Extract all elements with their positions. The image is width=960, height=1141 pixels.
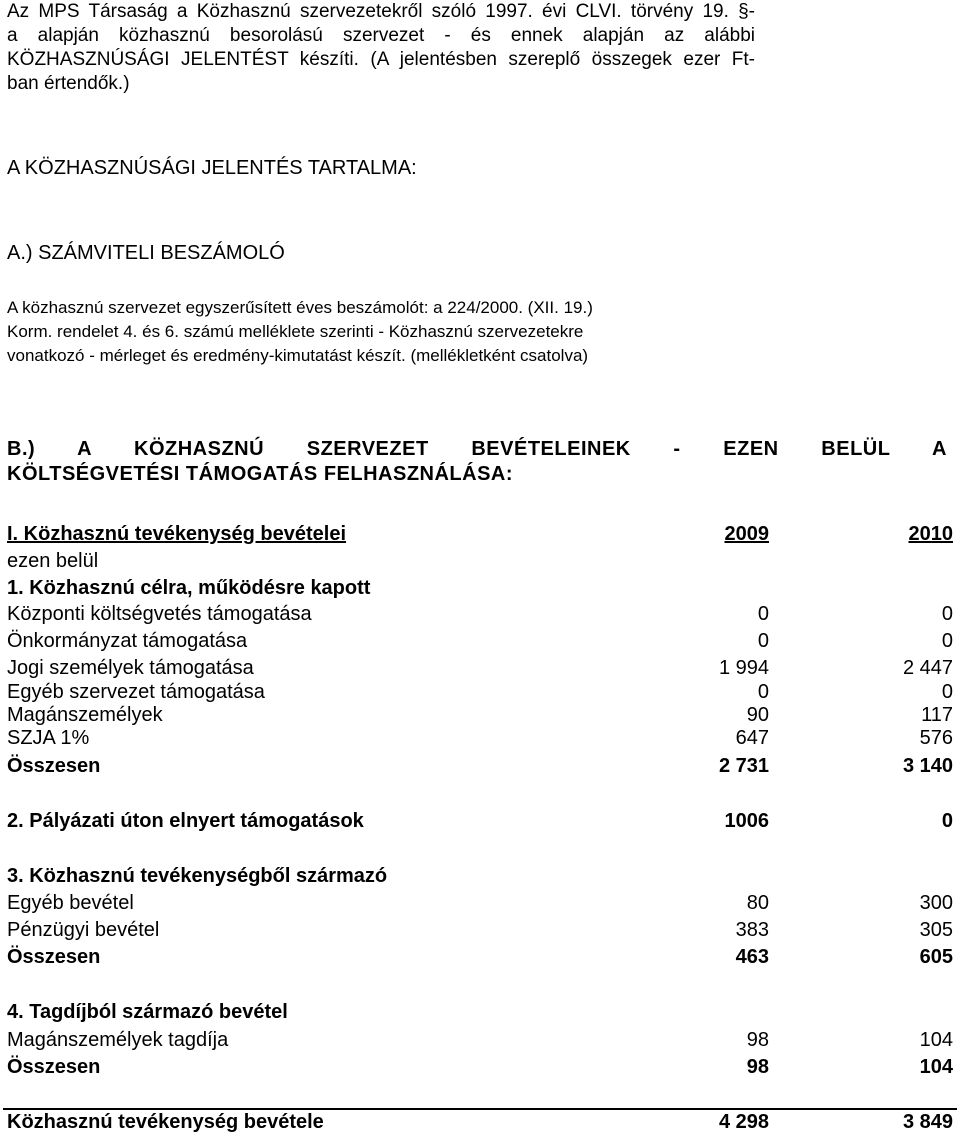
year-2009-header: 2009 (724, 523, 769, 545)
section-a-line: Korm. rendelet 4. és 6. számú melléklete szerinti - Közhasznú szervezetekre (7, 322, 584, 341)
table-row (7, 657, 953, 681)
ezen-belul-label: ezen belül (7, 550, 99, 572)
grand-total-row (7, 1111, 953, 1135)
ezen-belul-row (7, 550, 953, 574)
row-value-2010: 0 (941, 630, 953, 652)
group3-title: 3. Közhasznú tevékenységből származó (7, 865, 388, 887)
grand-total-label: Közhasznú tevékenység bevétele (7, 1111, 324, 1133)
group4-title: 4. Tagdíjból származó bevétel (7, 1001, 288, 1023)
total-label: Összesen (7, 946, 101, 968)
total-value-2010: 104 (919, 1056, 953, 1078)
intro-line: a alapján közhasznú besorolású szervezet - és ennek alapján az alábbi (7, 25, 755, 46)
row-label: Pénzügyi bevétel (7, 919, 160, 941)
row-label: Magánszemélyek tagdíja (7, 1029, 229, 1051)
row-value-2009: 0 (757, 630, 769, 652)
row-value-2010: 305 (919, 919, 953, 941)
row-label: Jogi személyek támogatása (7, 657, 254, 679)
total-label: Összesen (7, 755, 101, 777)
table-row (7, 892, 953, 916)
section-a-line: A közhasznú szervezet egyszerűsített éves beszámolót: a 224/2000. (XII. 19.) (7, 298, 593, 317)
grand-total-value-2009: 4 298 (718, 1111, 769, 1133)
group2-row (7, 810, 953, 834)
table-header-label: I. Közhasznú tevékenység bevételei (7, 523, 347, 545)
total-value-2009: 98 (746, 1056, 769, 1078)
group1-title-row (7, 577, 953, 601)
row-value-2010: 117 (921, 704, 953, 726)
table-row (7, 630, 953, 654)
row-value-2009: 383 (735, 919, 769, 941)
row-label: Magánszemélyek (7, 704, 163, 726)
row-value-2009: 80 (746, 892, 769, 914)
group3-total-row (7, 946, 953, 970)
table-row (7, 603, 953, 627)
row-value-2009: 98 (746, 1029, 769, 1051)
grand-total-value-2010: 3 849 (902, 1111, 953, 1133)
group3-title-row (7, 865, 953, 889)
section-a-line: vonatkozó - mérleget és eredmény-kimutatást készít. (mellékletként csatolva) (7, 346, 589, 365)
table-row (7, 704, 953, 728)
group4-title-row (7, 1001, 953, 1025)
group2-value-2010: 0 (941, 810, 953, 832)
group1-total-row (7, 755, 953, 779)
year-2010-header: 2010 (908, 523, 953, 545)
table-row (7, 681, 953, 705)
group2-value-2009: 1006 (724, 810, 769, 832)
table-header-row (7, 523, 953, 547)
table-row (7, 919, 953, 943)
group2-label: 2. Pályázati úton elnyert támogatások (7, 810, 364, 832)
row-value-2010: 0 (941, 603, 953, 625)
row-label: SZJA 1% (7, 727, 90, 749)
row-label: Egyéb szervezet támogatása (7, 681, 265, 703)
main-heading: A KÖZHASZNÚSÁGI JELENTÉS TARTALMA: (7, 157, 417, 179)
section-b-title-line1: B.) A KÖZHASZNÚ SZERVEZET BEVÉTELEINEK - EZEN BELÜL A (7, 438, 947, 460)
row-value-2010: 2 447 (902, 657, 953, 679)
table-row (7, 727, 953, 751)
intro-paragraph (7, 0, 755, 96)
group1-title: 1. Közhasznú célra, működésre kapott (7, 577, 371, 599)
section-a-title: A.) SZÁMVITELI BESZÁMOLÓ (7, 242, 285, 264)
row-value-2010: 576 (919, 727, 953, 749)
total-value-2010: 605 (919, 946, 953, 968)
intro-line: ban értendők.) (7, 73, 130, 94)
total-value-2009: 463 (735, 946, 769, 968)
group4-total-row (7, 1056, 953, 1080)
intro-line: Az MPS Társaság a Közhasznú szervezetekről szóló 1997. évi CLVI. törvény 19. §- (7, 1, 755, 22)
row-value-2010: 0 (941, 681, 953, 703)
row-label: Központi költségvetés támogatása (7, 603, 312, 625)
row-value-2010: 104 (919, 1029, 953, 1051)
row-value-2009: 0 (757, 681, 769, 703)
row-label: Önkormányzat támogatása (7, 630, 248, 652)
intro-line: KÖZHASZNÚSÁGI JELENTÉST készíti. (A jelentésben szereplő összegek ezer Ft- (7, 49, 755, 70)
table-row (7, 1029, 953, 1053)
row-label: Egyéb bevétel (7, 892, 134, 914)
row-value-2009: 1 994 (718, 657, 769, 679)
section-b-title-line2: KÖLTSÉGVETÉSI TÁMOGATÁS FELHASZNÁLÁSA: (7, 463, 514, 485)
total-label: Összesen (7, 1056, 101, 1078)
grand-total-divider (3, 1108, 957, 1110)
total-value-2009: 2 731 (718, 755, 769, 777)
row-value-2009: 647 (735, 727, 769, 749)
total-value-2010: 3 140 (902, 755, 953, 777)
row-value-2010: 300 (919, 892, 953, 914)
row-value-2009: 90 (746, 704, 769, 726)
row-value-2009: 0 (757, 603, 769, 625)
